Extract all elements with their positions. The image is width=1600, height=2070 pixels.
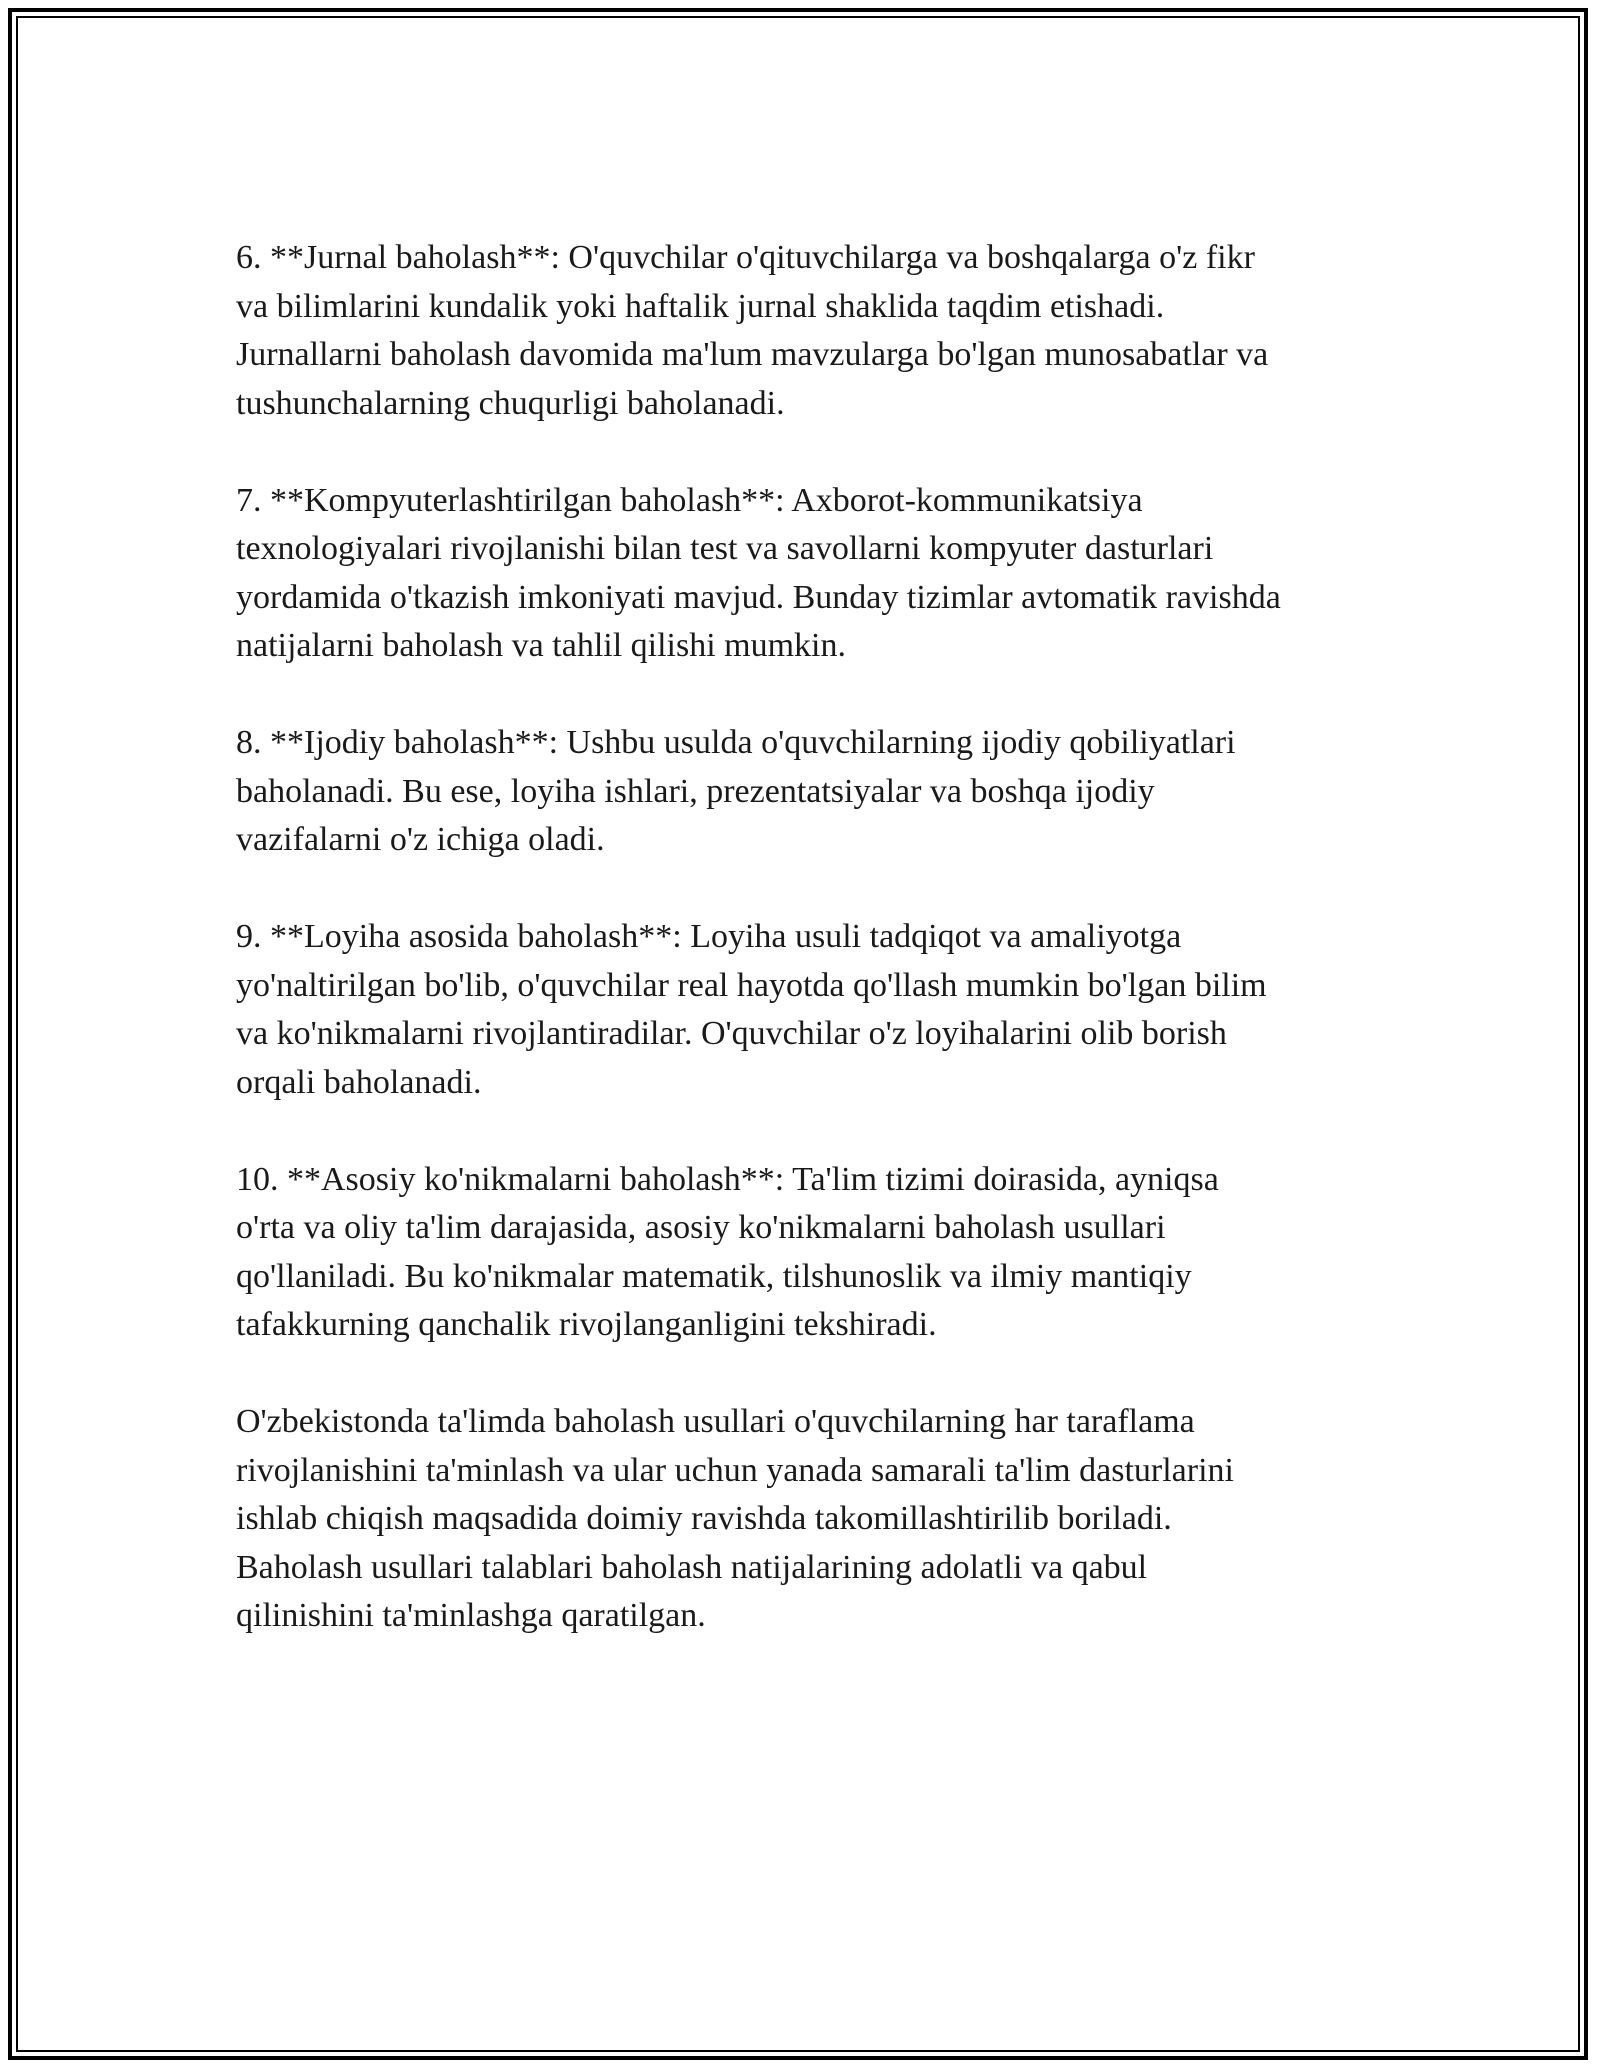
text-line: 8. **Ijodiy baholash**: Ushbu usulda o'quvchilarning ijodiy qobiliyatlari (236, 724, 1236, 761)
text-line: qilinishini ta'minlashga qaratilgan. (236, 1597, 706, 1634)
text-line: 10. **Asosiy ko'nikmalarni baholash**: Ta'lim tizimi doirasida, ayniqsa (236, 1160, 1219, 1198)
text-line: 7. **Kompyuterlashtirilgan baholash**: Axborot-kommunikatsiya (236, 481, 1143, 519)
text-line: vazifalarni o'z ichiga oladi. (236, 821, 605, 858)
text-line: o'rta va oliy ta'lim darajasida, asosiy ko'nikmalarni baholash usullari (236, 1209, 1166, 1246)
text-line: tafakkurning qanchalik rivojlanganligini tekshiradi. (236, 1306, 937, 1343)
text-line: Jurnallarni baholash davomida ma'lum mavzularga bo'lgan munosabatlar va (236, 336, 1269, 373)
text-line: tushunchalarning chuqurligi baholanadi. (236, 384, 785, 422)
document-body (236, 234, 1396, 1689)
text-line: orqali baholanadi. (236, 1063, 482, 1101)
text-line: O'zbekistonda ta'limda baholash usullari o'quvchilarning har taraflama (236, 1403, 1195, 1440)
text-line: va ko'nikmalarni rivojlantiradilar. O'quvchilar o'z loyihalarini olib borish (236, 1015, 1227, 1052)
text-line: baholanadi. Bu ese, loyiha ishlari, prezentatsiyalar va boshqa ijodiy (236, 772, 1155, 810)
text-line: yordamida o'tkazish imkoniyati mavjud. Bunday tizimlar avtomatik ravishda (236, 578, 1281, 616)
paragraph-creative-assessment (236, 719, 1396, 865)
text-line: ishlab chiqish maqsadida doimiy ravishda takomillashtirilib boriladi. (236, 1500, 1172, 1537)
text-line: qo'llaniladi. Bu ko'nikmalar matematik, tilshunoslik va ilmiy mantiqiy (236, 1257, 1192, 1295)
text-line: va bilimlarini kundalik yoki haftalik jurnal shaklida taqdim etishadi. (236, 287, 1165, 325)
text-line: yo'naltirilgan bo'lib, o'quvchilar real hayotda qo'llash mumkin bo'lgan bilim (236, 966, 1267, 1004)
paragraph-journal-assessment (236, 234, 1396, 428)
text-line: Baholash usullari talablari baholash natijalarining adolatli va qabul (236, 1548, 1148, 1586)
text-line: 9. **Loyiha asosida baholash**: Loyiha usuli tadqiqot va amaliyotga (236, 918, 1182, 955)
text-line: 6. **Jurnal baholash**: O'quvchilar o'qituvchilarga va boshqalarga o'z fikr (236, 239, 1255, 276)
paragraph-core-skills-assessment (236, 1156, 1396, 1350)
paragraph-conclusion (236, 1398, 1396, 1641)
paragraph-computerized-assessment (236, 477, 1396, 671)
text-line: rivojlanishini ta'minlash va ular uchun yanada samarali ta'lim dasturlarini (236, 1451, 1234, 1489)
text-line: natijalarni baholash va tahlil qilishi mumkin. (236, 627, 847, 664)
text-line: texnologiyalari rivojlanishi bilan test va savollarni kompyuter dasturlari (236, 530, 1214, 567)
paragraph-project-assessment (236, 913, 1396, 1107)
